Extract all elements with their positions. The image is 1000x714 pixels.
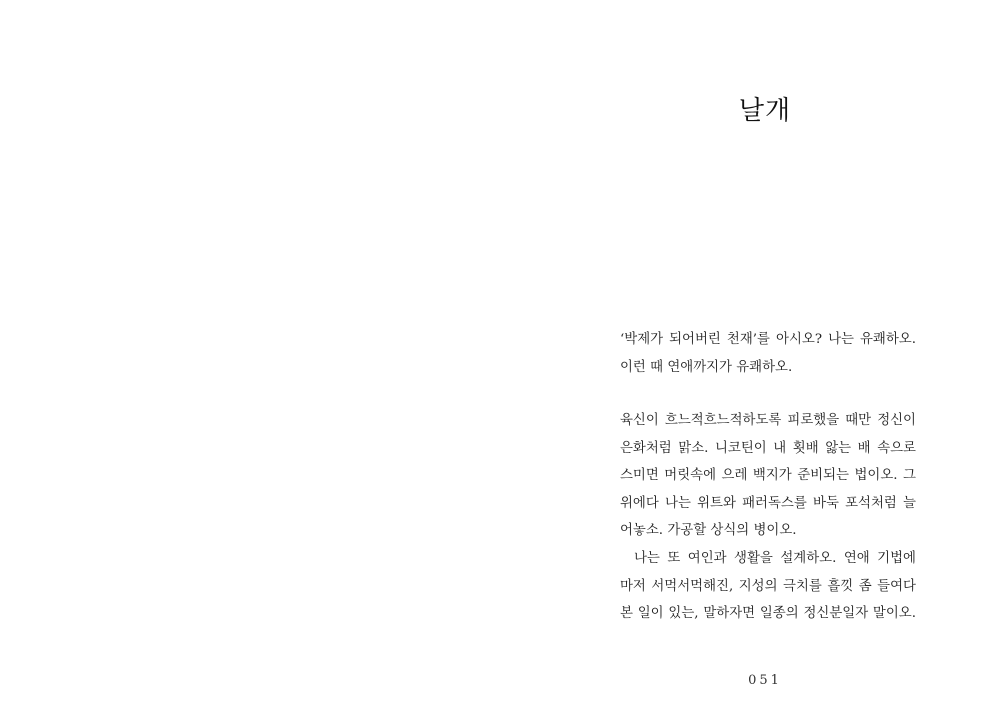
- text-line: 이런 때 연애까지가 유쾌하오.: [620, 359, 793, 375]
- text-line: 스미면 머릿속에 으레 백지가 준비되는 법이오. 그: [620, 468, 916, 484]
- text-line: 위에다 나는 위트와 패러독스를 바둑 포석처럼 늘: [620, 495, 916, 511]
- chapter-title: 날개: [738, 96, 792, 126]
- text-line: 마저 서먹서먹해진, 지성의 극치를 흘낏 좀 들여다: [620, 578, 916, 594]
- text-line: 나는 또 여인과 생활을 설계하오. 연애 기법에: [634, 550, 916, 566]
- text-line: 어놓소. 가공할 상식의 병이오.: [620, 523, 797, 539]
- paragraph-1: [620, 326, 916, 381]
- right-page: [500, 0, 1000, 714]
- text-line: 육신이 흐느적흐느적하도록 피로했을 때만 정신이: [620, 413, 916, 428]
- paragraph-2: [620, 407, 916, 628]
- text-line: 본 일이 있는, 말하자면 일종의 정신분일자 말이오.: [620, 606, 916, 622]
- page-number: 051: [748, 673, 782, 688]
- text-line: ‘박제가 되어버린 천재’를 아시오? 나는 유쾌하오.: [620, 332, 916, 347]
- text-line: 은화처럼 맑소. 니코틴이 내 횟배 앓는 배 속으로: [620, 440, 916, 456]
